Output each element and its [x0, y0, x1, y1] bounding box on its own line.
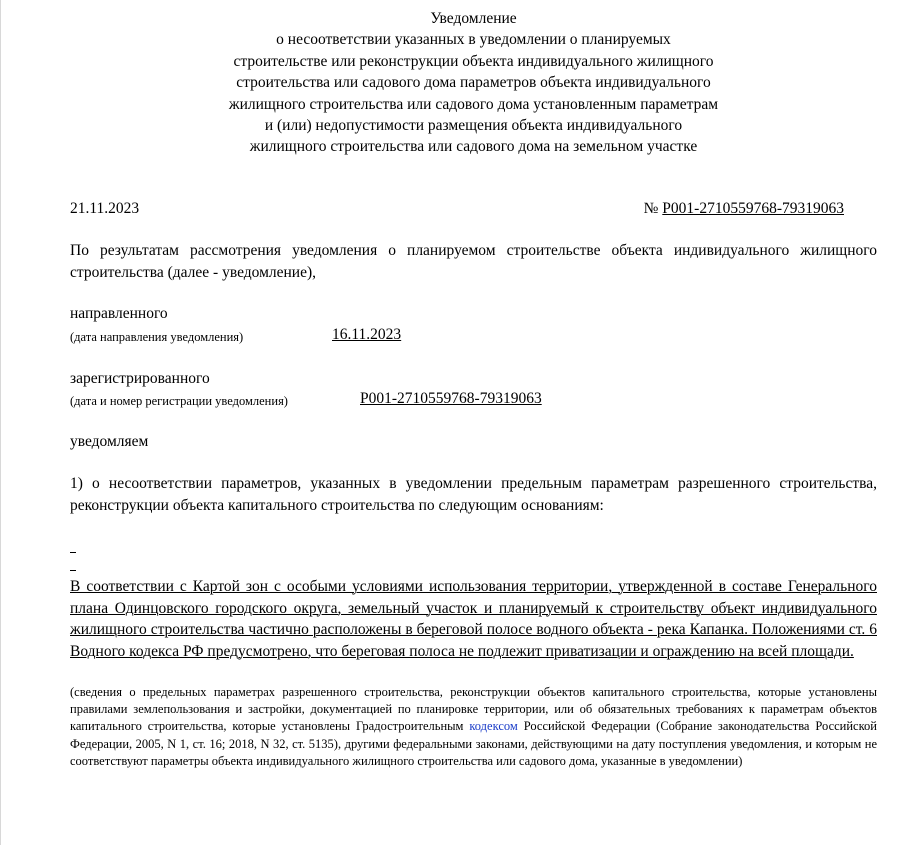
title-line: Уведомление [430, 10, 517, 27]
intro-paragraph: По результатам рассмотрения уведомления о планируемом строительстве объекта индивидуального жилищного строительства (далее - уведомление), [70, 242, 877, 281]
codex-link[interactable]: кодексом [469, 719, 518, 734]
number-prefix: № [643, 200, 659, 217]
note-text: Российской Федерации (Собрание законодательства Российской Федерации, 2005, N 1, ст. 16; 2018, N 32, ст. 5135), другими федеральными законами, действующими на дату поступления уведомления, и которым не соответствуют параметры объекта индивидуального жилищного строительства или садового дома, указанные в уведомлении) [70, 719, 877, 768]
page-left-border [0, 0, 1, 845]
registered-number-value: P001-2710559768-79319063 [360, 390, 542, 407]
note-text: (сведения о предельных параметрах разрешенного строительства, реконструкции объектов капитального строительства, которые установлены правилами землепользования и застройки, документацией по планировке территории, или об обязательных требованиях к параметрам объектов капитального строительства, которые установлены Градостроительным [70, 685, 877, 734]
note-paragraph [70, 684, 877, 770]
sent-date-value: 16.11.2023 [332, 326, 402, 343]
sent-hint: (дата направления уведомления) [70, 330, 244, 344]
document-date: 21.11.2023 [70, 200, 140, 217]
title-line: строительства или садового дома параметров объекта индивидуального [236, 74, 711, 92]
document-title [70, 8, 877, 158]
title-line: жилищного строительства или садового дома установленным параметрам [228, 95, 719, 113]
registered-hint: (дата и номер регистрации уведомления) [70, 394, 288, 408]
blank-line [70, 552, 76, 553]
blank-line [70, 570, 76, 571]
sent-label: направленного [70, 305, 168, 322]
item-1-paragraph: 1) о несоответствии параметров, указанных в уведомлении предельным параметрам разрешенного строительства, реконструкции объекта капитального строительства по следующим основаниям: [70, 475, 877, 514]
title-line: о несоответствии указанных в уведомлении о планируемых [276, 31, 671, 49]
notify-text: уведомляем [70, 433, 149, 450]
registered-label: зарегистрированного [70, 370, 210, 387]
basis-paragraph: В соответствии с Картой зон с особыми условиями использования территории, утвержденной в составе Генерального плана Одинцовского городского округа, земельный участок и планируемый к строительству объект индивидуального жилищного строительства частично расположены в береговой полосе водного объекта - река Капанка. Положениями ст. 6 Водного кодекса РФ предусмотрено, что береговая полоса не подлежит приватизации и ограждению на всей площади. [70, 578, 877, 660]
document-number [644, 199, 844, 219]
title-line: жилищного строительства или садового дома на земельном участке [249, 138, 698, 156]
title-line: строительстве или реконструкции объекта индивидуального жилищного [233, 52, 714, 70]
number-value: P001-2710559768-79319063 [662, 200, 844, 217]
title-line: и (или) недопустимости размещения объекта индивидуального [264, 117, 683, 135]
